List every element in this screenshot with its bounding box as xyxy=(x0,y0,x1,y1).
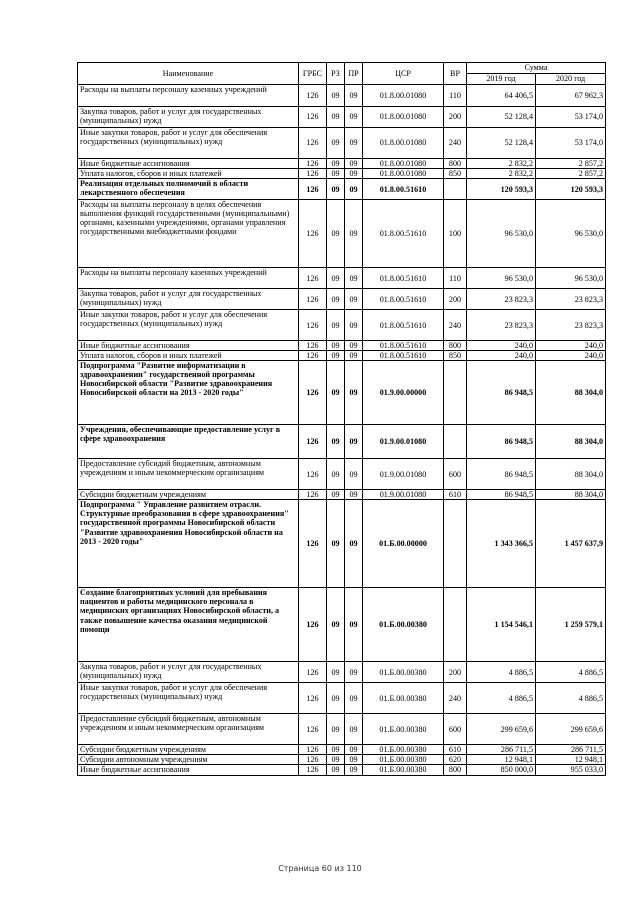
cell-y2019: 86 948,5 xyxy=(467,459,536,490)
cell-vr: 200 xyxy=(444,662,467,683)
cell-rz: 09 xyxy=(327,268,345,289)
cell-name: Учреждения, обеспечивающие предоставление услуг в сфере здравоохранения xyxy=(78,425,299,459)
table-header xyxy=(78,63,606,85)
cell-vr: 610 xyxy=(444,745,467,755)
cell-pr: 09 xyxy=(345,662,363,683)
table-row xyxy=(78,85,606,107)
cell-grbs: 126 xyxy=(299,85,327,107)
cell-y2019: 23 823,3 xyxy=(467,289,536,310)
cell-y2019: 52 128,4 xyxy=(467,128,536,159)
cell-vr: 240 xyxy=(444,683,467,714)
cell-rz: 09 xyxy=(327,490,345,500)
cell-pr: 09 xyxy=(345,107,363,128)
table-row xyxy=(78,289,606,310)
cell-pr: 09 xyxy=(345,128,363,159)
cell-name: Иные закупки товаров, работ и услуг для обеспечения государственных (муниципальных) нужд xyxy=(78,683,299,714)
cell-y2019: 96 530,0 xyxy=(467,268,536,289)
cell-csr: 01.8.00.51610 xyxy=(363,179,444,200)
cell-pr: 09 xyxy=(345,683,363,714)
cell-rz: 09 xyxy=(327,169,345,179)
cell-csr: 01.8.00.01080 xyxy=(363,128,444,159)
cell-y2019: 286 711,5 xyxy=(467,745,536,755)
table-row xyxy=(78,745,606,755)
cell-name: Иные бюджетные ассигнования xyxy=(78,341,299,351)
cell-y2019: 240,0 xyxy=(467,341,536,351)
table-row xyxy=(78,459,606,490)
header-name: Наименование xyxy=(78,63,299,85)
table-row xyxy=(78,425,606,459)
cell-y2019: 52 128,4 xyxy=(467,107,536,128)
cell-rz: 09 xyxy=(327,351,345,361)
cell-csr: 01.8.00.51610 xyxy=(363,310,444,341)
cell-y2019: 64 406,5 xyxy=(467,85,536,107)
cell-vr xyxy=(444,500,467,588)
cell-name: Расходы на выплаты персоналу казенных учреждений xyxy=(78,268,299,289)
cell-vr xyxy=(444,179,467,200)
cell-rz: 09 xyxy=(327,361,345,425)
cell-y2020: 67 962,3 xyxy=(536,85,606,107)
cell-y2020: 96 530,0 xyxy=(536,200,606,268)
table-row xyxy=(78,169,606,179)
cell-y2019: 2 832,2 xyxy=(467,159,536,169)
table-row xyxy=(78,361,606,425)
cell-rz: 09 xyxy=(327,588,345,662)
cell-name: Уплата налогов, сборов и иных платежей xyxy=(78,351,299,361)
cell-csr: 01.8.00.51610 xyxy=(363,341,444,351)
cell-y2020: 88 304,0 xyxy=(536,361,606,425)
cell-y2019: 96 530,0 xyxy=(467,200,536,268)
cell-rz: 09 xyxy=(327,289,345,310)
table-row xyxy=(78,500,606,588)
cell-pr: 09 xyxy=(345,588,363,662)
header-vr: ВР xyxy=(444,63,467,85)
cell-pr: 09 xyxy=(345,159,363,169)
cell-name: Подпрограмма "Развитие информатизации в здравоохранении" государственной программы Новосибирской области "Развитие здравоохранения Новосибирской области на 2013 - 2020 годы" xyxy=(78,361,299,425)
cell-rz: 09 xyxy=(327,310,345,341)
table-row xyxy=(78,159,606,169)
table-row xyxy=(78,179,606,200)
header-2020: 2020 год xyxy=(536,74,606,85)
cell-rz: 09 xyxy=(327,425,345,459)
header-rz: РЗ xyxy=(327,63,345,85)
cell-name: Иные закупки товаров, работ и услуг для обеспечения государственных (муниципальных) нужд xyxy=(78,128,299,159)
table-row xyxy=(78,765,606,775)
cell-y2020: 88 304,0 xyxy=(536,425,606,459)
cell-grbs: 126 xyxy=(299,490,327,500)
cell-y2019: 1 343 366,5 xyxy=(467,500,536,588)
cell-name: Закупка товаров, работ и услуг для государственных (муниципальных) нужд xyxy=(78,662,299,683)
cell-rz: 09 xyxy=(327,459,345,490)
cell-csr: 01.9.00.01080 xyxy=(363,490,444,500)
cell-pr: 09 xyxy=(345,745,363,755)
cell-grbs: 126 xyxy=(299,341,327,351)
cell-grbs: 126 xyxy=(299,351,327,361)
table-row xyxy=(78,107,606,128)
cell-grbs: 126 xyxy=(299,459,327,490)
cell-grbs: 126 xyxy=(299,755,327,765)
cell-y2020: 955 033,0 xyxy=(536,765,606,775)
cell-pr: 09 xyxy=(345,490,363,500)
cell-y2020: 88 304,0 xyxy=(536,459,606,490)
cell-name: Субсидии бюджетным учреждениям xyxy=(78,745,299,755)
cell-y2020: 12 948,1 xyxy=(536,755,606,765)
cell-y2019: 86 948,5 xyxy=(467,490,536,500)
cell-grbs: 126 xyxy=(299,268,327,289)
cell-y2019: 86 948,5 xyxy=(467,425,536,459)
header-grbs: ГРБС xyxy=(299,63,327,85)
cell-csr: 01.8.00.51610 xyxy=(363,289,444,310)
cell-y2020: 120 593,3 xyxy=(536,179,606,200)
cell-csr: 01.8.00.51610 xyxy=(363,200,444,268)
table-row xyxy=(78,341,606,351)
cell-vr: 800 xyxy=(444,341,467,351)
cell-rz: 09 xyxy=(327,683,345,714)
cell-pr: 09 xyxy=(345,341,363,351)
cell-name: Предоставление субсидий бюджетным, автономным учреждениям и иным некоммерческим организациям xyxy=(78,459,299,490)
cell-y2019: 23 823,3 xyxy=(467,310,536,341)
cell-csr: 01.9.00.00000 xyxy=(363,361,444,425)
table-row xyxy=(78,128,606,159)
cell-y2019: 86 948,5 xyxy=(467,361,536,425)
cell-y2019: 4 886,5 xyxy=(467,683,536,714)
cell-rz: 09 xyxy=(327,341,345,351)
header-csr: ЦСР xyxy=(363,63,444,85)
cell-vr: 200 xyxy=(444,289,467,310)
cell-csr: 01.9.00.01080 xyxy=(363,425,444,459)
cell-name: Уплата налогов, сборов и иных платежей xyxy=(78,169,299,179)
cell-pr: 09 xyxy=(345,289,363,310)
cell-vr: 620 xyxy=(444,755,467,765)
cell-y2019: 12 948,1 xyxy=(467,755,536,765)
table-row xyxy=(78,755,606,765)
cell-name: Закупка товаров, работ и услуг для государственных (муниципальных) нужд xyxy=(78,107,299,128)
table-row xyxy=(78,683,606,714)
cell-pr: 09 xyxy=(345,179,363,200)
cell-csr: 01.8.00.51610 xyxy=(363,351,444,361)
cell-name: Реализация отдельных полномочий в области лекарственного обеспечения xyxy=(78,179,299,200)
cell-name: Создание благоприятных условий для пребывания пациентов и работы медицинского персонала в медицинских организациях Новосибирской области, а также повышение качества оказания медицинской помощи xyxy=(78,588,299,662)
cell-y2020: 4 886,5 xyxy=(536,662,606,683)
cell-csr: 01.8.00.51610 xyxy=(363,268,444,289)
table-row xyxy=(78,268,606,289)
cell-y2020: 88 304,0 xyxy=(536,490,606,500)
cell-rz: 09 xyxy=(327,159,345,169)
table-row xyxy=(78,200,606,268)
cell-name: Иные закупки товаров, работ и услуг для обеспечения государственных (муниципальных) нужд xyxy=(78,310,299,341)
header-2019: 2019 год xyxy=(467,74,536,85)
cell-y2020: 96 530,0 xyxy=(536,268,606,289)
cell-y2019: 2 832,2 xyxy=(467,169,536,179)
cell-pr: 09 xyxy=(345,765,363,775)
cell-grbs: 126 xyxy=(299,310,327,341)
cell-vr: 600 xyxy=(444,459,467,490)
cell-y2020: 299 659,6 xyxy=(536,714,606,745)
cell-y2019: 120 593,3 xyxy=(467,179,536,200)
cell-name: Иные бюджетные ассигнования xyxy=(78,159,299,169)
cell-grbs: 126 xyxy=(299,200,327,268)
cell-csr: 01.Б.00.00380 xyxy=(363,714,444,745)
table-row xyxy=(78,714,606,745)
table-body xyxy=(78,85,606,776)
cell-vr: 110 xyxy=(444,268,467,289)
cell-name: Субсидии автономным учреждениям xyxy=(78,755,299,765)
table-row xyxy=(78,588,606,662)
cell-y2019: 850 000,0 xyxy=(467,765,536,775)
cell-grbs: 126 xyxy=(299,169,327,179)
cell-grbs: 126 xyxy=(299,500,327,588)
header-pr: ПР xyxy=(345,63,363,85)
cell-name: Подпрограмма " Управление развитием отрасли. Структурные преобразования в сфере здравоохранения" государственной программы Новосибирской области "Развитие здравоохранения Новосибирской области на 2013 - 2020 годы" xyxy=(78,500,299,588)
cell-pr: 09 xyxy=(345,169,363,179)
cell-y2020: 240,0 xyxy=(536,341,606,351)
page-footer: Страница 60 из 110 xyxy=(278,864,362,873)
cell-y2020: 23 823,3 xyxy=(536,310,606,341)
cell-csr: 01.Б.00.00380 xyxy=(363,745,444,755)
cell-pr: 09 xyxy=(345,310,363,341)
cell-name: Расходы на выплаты персоналу в целях обеспечения выполнения функций государственными (муниципальными) органами, казенными учреждениями, органами управления государственными внебюджетными фондами xyxy=(78,200,299,268)
budget-table xyxy=(77,62,606,776)
cell-rz: 09 xyxy=(327,128,345,159)
cell-pr: 09 xyxy=(345,459,363,490)
cell-rz: 09 xyxy=(327,755,345,765)
cell-y2020: 53 174,0 xyxy=(536,107,606,128)
cell-y2020: 4 886,5 xyxy=(536,683,606,714)
cell-grbs: 126 xyxy=(299,159,327,169)
cell-y2020: 23 823,3 xyxy=(536,289,606,310)
cell-name: Расходы на выплаты персоналу казенных учреждений xyxy=(78,85,299,107)
cell-csr: 01.9.00.01080 xyxy=(363,459,444,490)
cell-csr: 01.8.00.01080 xyxy=(363,159,444,169)
table-row xyxy=(78,310,606,341)
cell-pr: 09 xyxy=(345,268,363,289)
cell-y2020: 2 857,2 xyxy=(536,159,606,169)
cell-pr: 09 xyxy=(345,500,363,588)
cell-vr: 110 xyxy=(444,85,467,107)
cell-y2019: 1 154 546,1 xyxy=(467,588,536,662)
cell-vr: 600 xyxy=(444,714,467,745)
cell-grbs: 126 xyxy=(299,361,327,425)
cell-csr: 01.8.00.01080 xyxy=(363,107,444,128)
cell-y2019: 240,0 xyxy=(467,351,536,361)
cell-vr xyxy=(444,588,467,662)
cell-vr: 610 xyxy=(444,490,467,500)
cell-rz: 09 xyxy=(327,765,345,775)
cell-pr: 09 xyxy=(345,361,363,425)
cell-name: Субсидии бюджетным учреждениям xyxy=(78,490,299,500)
cell-rz: 09 xyxy=(327,200,345,268)
cell-y2020: 1 457 637,9 xyxy=(536,500,606,588)
cell-vr: 800 xyxy=(444,765,467,775)
cell-vr: 100 xyxy=(444,200,467,268)
cell-pr: 09 xyxy=(345,714,363,745)
cell-grbs: 126 xyxy=(299,128,327,159)
cell-csr: 01.Б.00.00380 xyxy=(363,765,444,775)
cell-vr: 800 xyxy=(444,159,467,169)
table-row xyxy=(78,351,606,361)
cell-rz: 09 xyxy=(327,500,345,588)
cell-pr: 09 xyxy=(345,425,363,459)
cell-pr: 09 xyxy=(345,351,363,361)
cell-y2020: 286 711,5 xyxy=(536,745,606,755)
cell-csr: 01.8.00.01080 xyxy=(363,85,444,107)
cell-rz: 09 xyxy=(327,107,345,128)
cell-pr: 09 xyxy=(345,200,363,268)
cell-csr: 01.Б.00.00380 xyxy=(363,588,444,662)
cell-name: Закупка товаров, работ и услуг для государственных (муниципальных) нужд xyxy=(78,289,299,310)
cell-grbs: 126 xyxy=(299,289,327,310)
cell-y2019: 4 886,5 xyxy=(467,662,536,683)
cell-csr: 01.Б.00.00380 xyxy=(363,683,444,714)
cell-rz: 09 xyxy=(327,179,345,200)
cell-rz: 09 xyxy=(327,662,345,683)
cell-grbs: 126 xyxy=(299,425,327,459)
cell-name: Иные бюджетные ассигнования xyxy=(78,765,299,775)
cell-vr xyxy=(444,425,467,459)
cell-vr: 240 xyxy=(444,310,467,341)
cell-vr: 240 xyxy=(444,128,467,159)
cell-grbs: 126 xyxy=(299,107,327,128)
cell-pr: 09 xyxy=(345,755,363,765)
cell-vr: 850 xyxy=(444,351,467,361)
cell-y2020: 2 857,2 xyxy=(536,169,606,179)
cell-y2020: 240,0 xyxy=(536,351,606,361)
cell-grbs: 126 xyxy=(299,179,327,200)
table-row xyxy=(78,662,606,683)
cell-name: Предоставление субсидий бюджетным, автономным учреждениям и иным некоммерческим организациям xyxy=(78,714,299,745)
header-sum: Сумма xyxy=(467,63,606,74)
cell-y2019: 299 659,6 xyxy=(467,714,536,745)
cell-csr: 01.Б.00.00380 xyxy=(363,662,444,683)
cell-vr: 200 xyxy=(444,107,467,128)
cell-grbs: 126 xyxy=(299,765,327,775)
table-row xyxy=(78,490,606,500)
cell-csr: 01.8.00.01080 xyxy=(363,169,444,179)
cell-csr: 01.Б.00.00380 xyxy=(363,755,444,765)
cell-grbs: 126 xyxy=(299,662,327,683)
cell-pr: 09 xyxy=(345,85,363,107)
cell-rz: 09 xyxy=(327,85,345,107)
cell-y2020: 1 259 579,1 xyxy=(536,588,606,662)
cell-grbs: 126 xyxy=(299,588,327,662)
cell-csr: 01.Б.00.00000 xyxy=(363,500,444,588)
cell-y2020: 53 174,0 xyxy=(536,128,606,159)
cell-rz: 09 xyxy=(327,714,345,745)
cell-vr: 850 xyxy=(444,169,467,179)
cell-vr xyxy=(444,361,467,425)
cell-grbs: 126 xyxy=(299,683,327,714)
cell-grbs: 126 xyxy=(299,745,327,755)
cell-grbs: 126 xyxy=(299,714,327,745)
cell-rz: 09 xyxy=(327,745,345,755)
